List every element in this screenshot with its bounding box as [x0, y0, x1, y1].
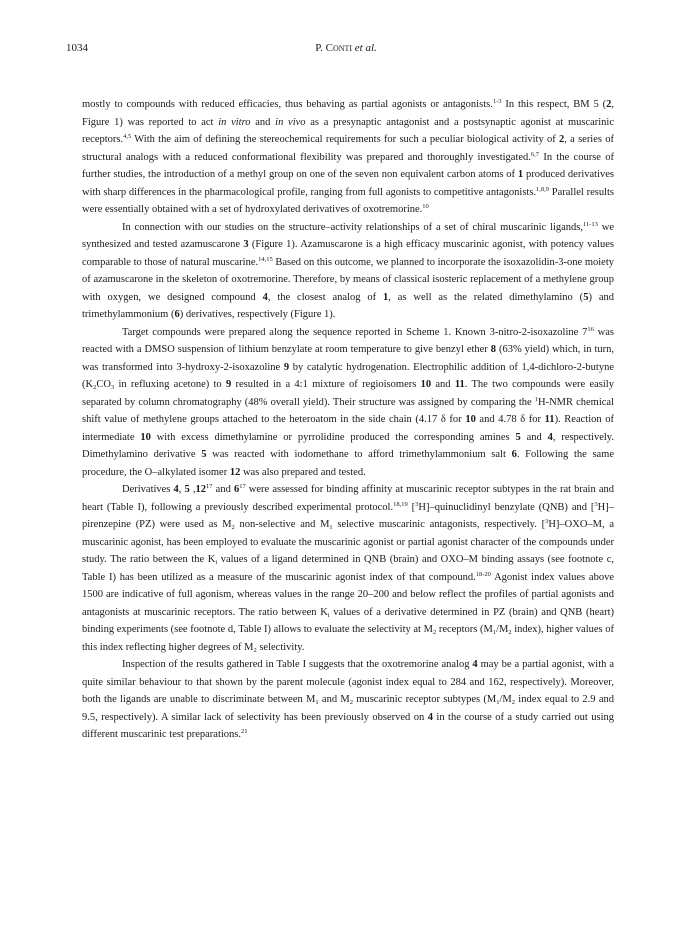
- paragraph: In connection with our studies on the structure–activity relationships of a set of chiral muscarinic ligands,$^{11-13}$ we synthesized and tested azamuscarone 3 (Figure 1). Azamuscarone is a high efficacy muscarinic agonist, with potency values comparable to those of natural muscarine.$^{14,15}$ Based on this outcome, we planned to incorporate the isoxazolidin-3-one moiety of azamuscarone in the skeleton of oxotremorine. Therefore, by means of classical isosteric replacement of a methylene group with oxygen, we designed compound 4, the closest analog of 1, as well as the related dimethylamino (5) and trimethylammonium (6) derivatives, respectively (Figure 1).: [82, 220, 614, 320]
- paragraph: mostly to compounds with reduced efficacies, thus behaving as partial agonists or antagonists.$^{1-3}$ In this respect, BM 5 (2, Figure 1) was reported to act in vitro and in vivo as a presynaptic antagonist and a postsynaptic agonist at muscarinic receptors.$^{4,5}$ With the aim of defining the stereochemical requirements for such a peculiar biological activity of 2, a series of structural analogs with a reduced conformational flexibility was prepared and thoroughly investigated.$^{6,7}$ In the course of further studies, the introduction of a methyl group on one of the seven non equivalent carbon atoms of 1 produced derivatives with sharp differences in the pharmacological profile, ranging from full agonists to competitive antagonists.$^{1,8,9}$ Parallel results were essentially obtained with a set of hydroxylated derivatives of oxotremorine.$^{10}$: [82, 98, 615, 215]
- paragraph: Inspection of the results gathered in Table I suggests that the oxotremorine analog 4 may be a partial agonist, with a quite similar behaviour to that shown by the parent molecule (agonist index equal to 284 and 162, respectively). Moreover, both the ligands are unable to discriminate between $M_1$ and $M_2$ muscarinic receptor subtypes ($M_1/M_2$ index equal to 2.9 and 9.5, respectively). A similar lack of selectivity has been previously observed on 4 in the course of a study carried out using different muscarinic test preparations.$^{21}$: [82, 659, 615, 740]
- page-number: 1034: [66, 42, 88, 54]
- paragraph: Target compounds were prepared along the sequence reported in Scheme 1. Known 3-nitro-2-isoxazoline $7^{16}$ was reacted with a DMSO suspension of lithium benzylate at room temperature to give benzyl ether 8 (63% yield) which, in turn, was transformed into 3-hydroxy-2-isoxazoline 9 by catalytic hydrogenation. Electrophilic addition of 1,4-dichloro-2-butyne ($K_2CO_3$ in refluxing acetone) to 9 resulted in a 4:1 mixture of regioisomers 10 and 11. The two compounds were easily separated by column chromatography (48% overall yield). Their structure was assigned by comparing the $^1$H-NMR chemical shift value of methylene groups attached to the heteroatom in the side chain (4.17 δ for 10 and 4.78 δ for 11). Reaction of intermediate 10 with excess dimethylamine or pyrrolidine produced the corresponding amines 5 and 4, respectively. Dimethylamino derivative 5 was reacted with iodomethane to afford trimethylammonium salt 6. Following the same procedure, the O–alkylated isomer 12 was also prepared and tested.: [82, 325, 615, 478]
- running-head-et-al: et al.: [354, 42, 377, 54]
- running-head: [66, 42, 626, 54]
- body-text: [82, 96, 614, 744]
- paragraph: Derivatives 4, 5 $,12^{17}$ and $6^{17}$ were assessed for binding affinity at muscarinic receptor subtypes in the rat brain and heart (Table I), following a previously described experimental protocol.$^{18,19}$ [$^3$H]–quinuclidinyl benzylate (QNB) and [$^3$H]–pirenzepine (PZ) were used as $M_2$ non-selective and $M_1$ selective muscarinic antagonists, respectively. [$^3$H]–OXO–M, a muscarinic agonist, has been employed to evaluate the muscarinic agonist or partial agonist character of the compounds under study. The ratio between the $K_i$ values of a ligand determined in QNB (brain) and OXO–M binding assays (see footnote c, Table I) has been utilized as a measure of the muscarinic agonist index of that compound.$^{18-20}$ Agonist index values above 1500 are indicative of full agonism, whereas values in the range 20–200 and below reflect the profiles of partial agonists and antagonists at muscarinic receptors. The ratio between $K_i$ values of a derivative determined in PZ (brain) and QNB (heart) binding experiments (see footnote d, Table I) allows to evaluate the selectivity at $M_2$ receptors ($M_1/M_2$ index), higher values of this index reflecting higher degrees of $M_2$ selectivity.: [82, 483, 615, 654]
- running-head-author: P. Conti: [315, 42, 353, 54]
- page-header: [66, 42, 626, 56]
